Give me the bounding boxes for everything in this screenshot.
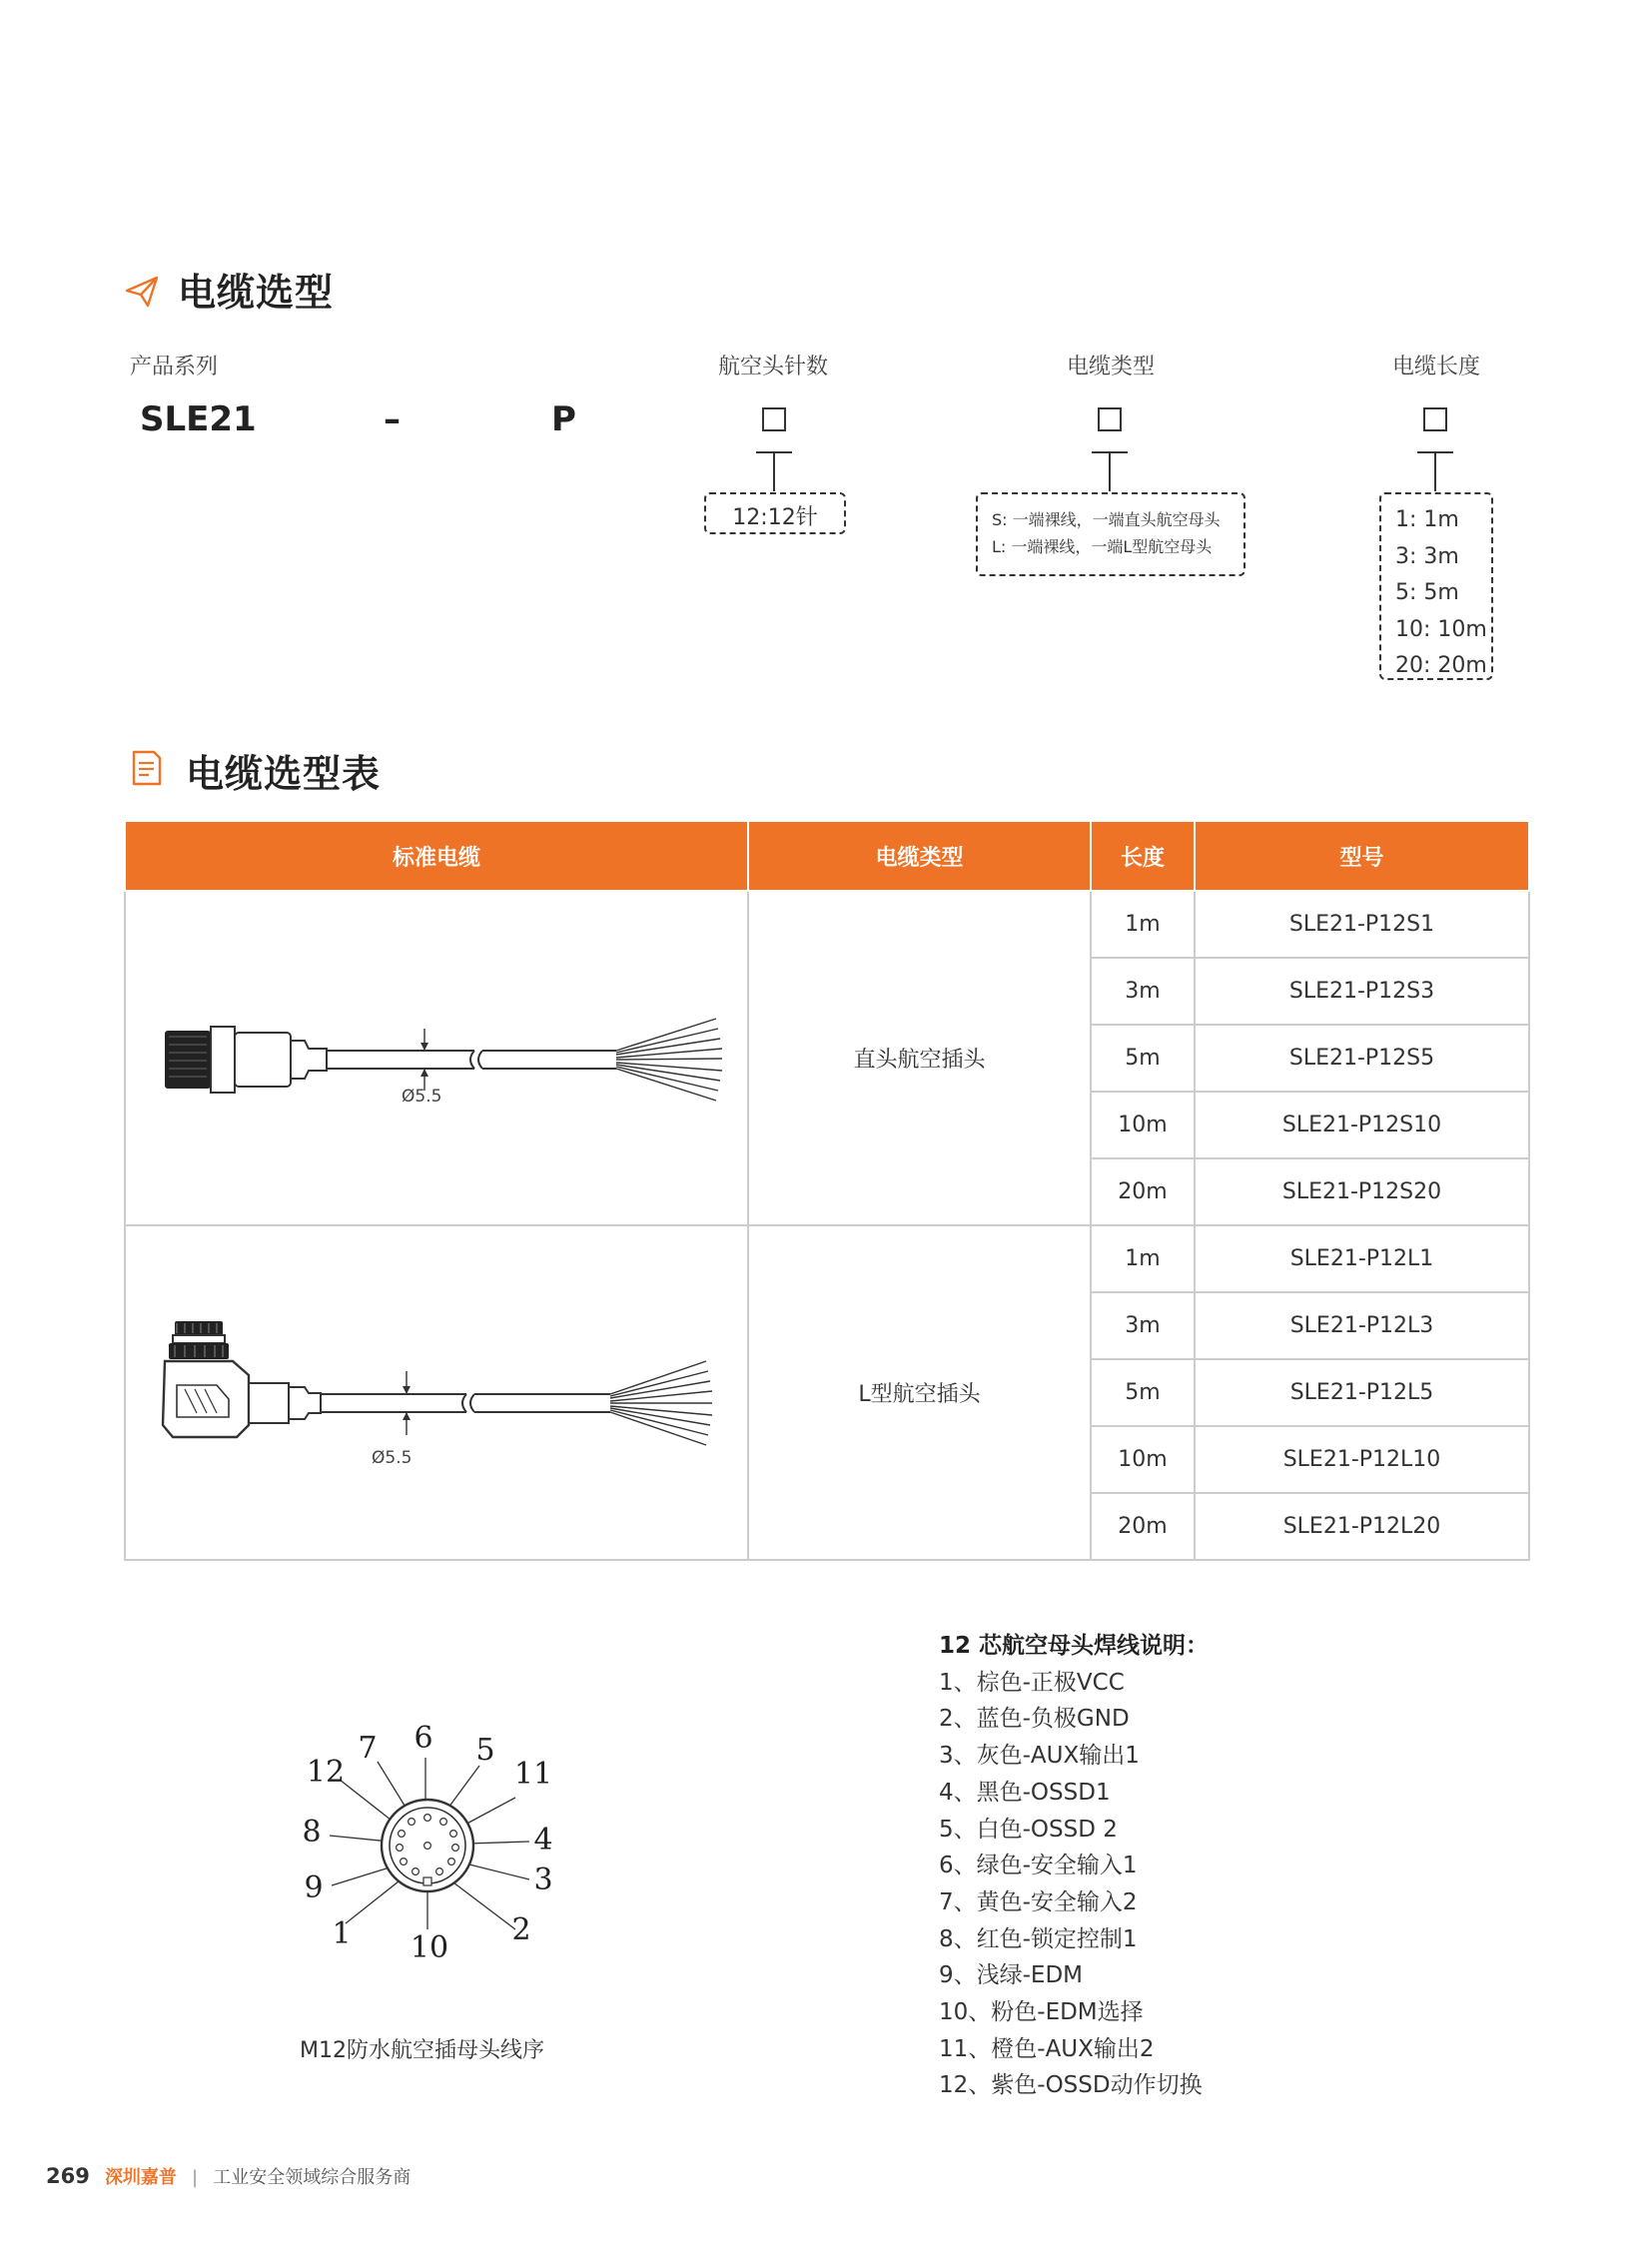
straight-cable-drawing-cell (125, 891, 748, 1225)
wiring-title: 12 芯航空母头焊线说明： (939, 1633, 1210, 1659)
label-length: 电缆长度 (1391, 355, 1480, 379)
pin-number: 7 (358, 1731, 378, 1766)
cable-type-placeholder-box (1098, 407, 1122, 431)
model-cell: SLE21-P12L10 (1195, 1426, 1529, 1493)
connector-line (1434, 451, 1436, 491)
connector-line (1092, 451, 1128, 453)
length-option: 20: 20m (1395, 653, 1487, 678)
pin-number: 6 (413, 1721, 433, 1756)
wiring-item: 1、棕色-正极VCC (939, 1669, 1125, 1696)
length-cell: 20m (1091, 1493, 1195, 1560)
pins-options-box (704, 492, 846, 534)
paper-plane-icon (124, 274, 160, 310)
label-cable-type: 电缆类型 (1066, 355, 1155, 379)
m12-pinout-diagram (290, 1718, 569, 1977)
cable-type-options-box (976, 492, 1245, 576)
selection-table (124, 822, 1530, 1561)
length-placeholder-box (1423, 407, 1447, 431)
footer (46, 2163, 411, 2189)
pin-number: 2 (511, 1912, 531, 1947)
code-series: SLE21 (140, 399, 257, 439)
table-header-row (125, 822, 1529, 891)
length-cell: 3m (1091, 1292, 1195, 1359)
document-icon (130, 749, 164, 787)
header-cable-type: 电缆类型 (748, 822, 1091, 891)
cable-type-cell: 直头航空插头 (748, 891, 1091, 1225)
pins-option: 12:12针 (732, 505, 818, 530)
table-row (125, 1225, 1529, 1292)
pin-number: 1 (332, 1916, 352, 1951)
code-p: P (551, 399, 576, 439)
header-length: 长度 (1091, 822, 1195, 891)
model-cell: SLE21-P12S3 (1195, 958, 1529, 1025)
length-cell: 5m (1091, 1359, 1195, 1426)
wiring-item: 10、粉色-EDM选择 (939, 1999, 1144, 2026)
length-options-box (1379, 492, 1493, 680)
wiring-item: 11、橙色-AUX输出2 (939, 2035, 1155, 2062)
diameter-label: Ø5.5 (402, 1087, 442, 1107)
wiring-item: 3、灰色-AUX输出1 (939, 1743, 1140, 1770)
pin-number: 9 (304, 1870, 324, 1905)
diameter-label: Ø5.5 (372, 1448, 413, 1468)
length-cell: 10m (1091, 1426, 1195, 1493)
section-title-cable-selection: 电缆选型 (178, 271, 335, 315)
connector-line (773, 451, 775, 491)
pin-number: 11 (513, 1757, 553, 1792)
footer-separator: | (192, 2167, 199, 2188)
straight-connector-cable-drawing (137, 979, 736, 1138)
cable-type-option-l: L: 一端裸线，一端L型航空母头 (992, 537, 1213, 556)
model-cell: SLE21-P12L5 (1195, 1359, 1529, 1426)
pins-placeholder-box (762, 407, 786, 431)
pinout-caption: M12防水航空插母头线序 (300, 2038, 544, 2063)
model-cell: SLE21-P12L20 (1195, 1493, 1529, 1560)
model-cell: SLE21-P12S20 (1195, 1158, 1529, 1225)
footer-tagline: 工业安全领域综合服务商 (213, 2167, 412, 2188)
header-standard-cable: 标准电缆 (125, 822, 748, 891)
wiring-item: 8、红色-锁定控制1 (939, 1925, 1138, 1952)
pin-number: 4 (533, 1823, 553, 1858)
pin-number: 10 (410, 1930, 449, 1965)
pin-number: 8 (302, 1815, 322, 1850)
length-cell: 1m (1091, 891, 1195, 958)
length-cell: 3m (1091, 958, 1195, 1025)
label-series: 产品系列 (130, 355, 219, 379)
wiring-item: 6、绿色-安全输入1 (939, 1853, 1138, 1879)
model-cell: SLE21-P12S1 (1195, 891, 1529, 958)
connector-line (1417, 451, 1453, 453)
length-option: 1: 1m (1395, 507, 1459, 532)
wiring-item: 12、紫色-OSSD动作切换 (939, 2072, 1203, 2099)
wiring-item: 7、黄色-安全输入2 (939, 1888, 1138, 1915)
pin-number: 3 (533, 1863, 553, 1897)
wiring-item: 5、白色-OSSD 2 (939, 1816, 1118, 1843)
l-type-cable-drawing-cell (125, 1225, 748, 1560)
wiring-description (939, 1628, 1498, 2104)
connector-line (756, 451, 792, 453)
length-cell: 1m (1091, 1225, 1195, 1292)
connector-line (1109, 451, 1111, 491)
pin-number: 5 (475, 1733, 495, 1768)
model-cell: SLE21-P12L1 (1195, 1225, 1529, 1292)
l-type-connector-cable-drawing (137, 1303, 736, 1483)
length-cell: 5m (1091, 1025, 1195, 1092)
wiring-item: 9、浅绿-EDM (939, 1962, 1084, 1989)
length-option: 3: 3m (1395, 543, 1459, 569)
cable-type-cell: L型航空插头 (748, 1225, 1091, 1560)
wiring-item: 2、蓝色-负极GND (939, 1706, 1130, 1733)
wiring-item: 4、黑色-OSSD1 (939, 1779, 1111, 1806)
section-title-selection-table: 电缆选型表 (186, 752, 382, 796)
model-cell: SLE21-P12S5 (1195, 1025, 1529, 1092)
table-row (125, 891, 1529, 958)
model-cell: SLE21-P12L3 (1195, 1292, 1529, 1359)
code-dash: – (384, 399, 401, 439)
length-cell: 10m (1091, 1092, 1195, 1158)
page-number: 269 (46, 2164, 90, 2188)
length-option: 10: 10m (1395, 616, 1487, 642)
length-option: 5: 5m (1395, 580, 1459, 605)
header-model: 型号 (1195, 822, 1529, 891)
cable-type-option-s: S: 一端裸线，一端直头航空母头 (992, 510, 1221, 529)
length-cell: 20m (1091, 1158, 1195, 1225)
label-pins: 航空头针数 (717, 355, 828, 379)
pin-number: 12 (306, 1755, 346, 1790)
model-cell: SLE21-P12S10 (1195, 1092, 1529, 1158)
brand-name: 深圳嘉普 (104, 2167, 177, 2188)
